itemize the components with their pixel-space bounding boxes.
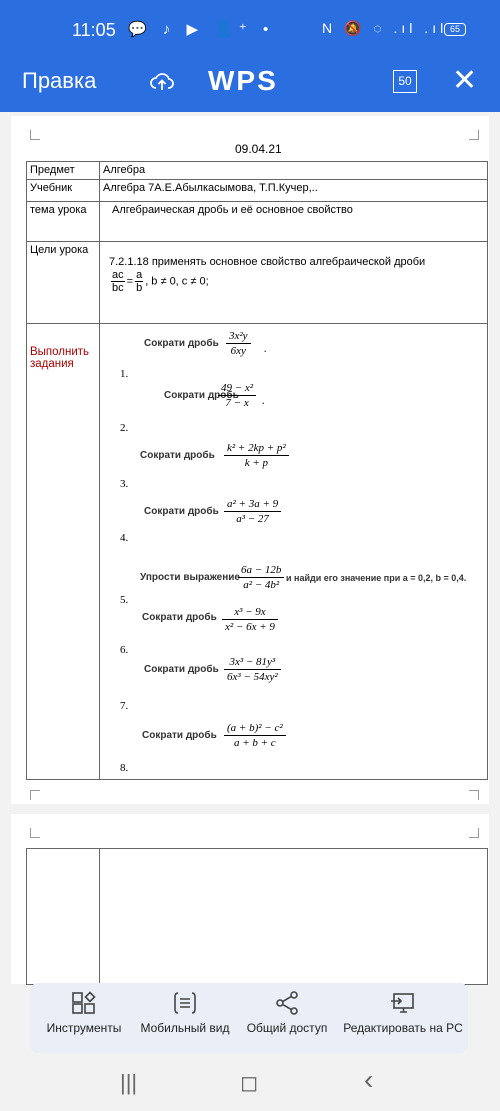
- lesson-table: [26, 161, 488, 780]
- page-count-badge[interactable]: 50: [393, 70, 417, 93]
- table-cell: [27, 849, 100, 985]
- bottom-toolbar: [30, 983, 468, 1053]
- tasks-cell: [100, 324, 488, 780]
- cloud-upload-icon[interactable]: [150, 70, 174, 94]
- textbook-label: Учебник: [27, 180, 100, 202]
- back-icon[interactable]: ‹: [364, 1064, 374, 1095]
- lesson-table: [26, 848, 488, 985]
- status-bar: [0, 0, 500, 52]
- goals-label: Цели урока: [27, 242, 100, 324]
- notification-icons: 💬 ♪ ▶ 👤⁺ •: [128, 21, 275, 38]
- goals-formula: $\frac{ac}{bc}$ = $\frac{a}{b}$ , b ≠ 0, c ≠ 0;: [112, 269, 209, 294]
- page-corner-mark: [30, 828, 40, 838]
- tools-icon: [71, 991, 97, 1015]
- task-item: 8. Сократи дробь $\frac{\text{(a + b)² − c²}}{a + b + c}$: [100, 712, 487, 778]
- wps-logo: WPS: [208, 65, 278, 96]
- subject-label: Предмет: [27, 162, 100, 180]
- task-item: 1. Сократи дробь $\frac{\text{3x²y}}{6xy}$ .: [120, 330, 267, 380]
- goals-fraction: $\frac{ac}{bc}$: [112, 269, 124, 294]
- subject-value: Алгебра: [100, 162, 488, 180]
- mobile-view-icon: [172, 991, 198, 1015]
- page-corner-mark: [30, 790, 40, 800]
- edit-button[interactable]: Правка: [22, 68, 97, 93]
- tools-label: Инструменты: [46, 1021, 122, 1035]
- monitor-icon: [390, 991, 416, 1015]
- system-status-icons: N 🔕 ◌ .ıl .ıl: [322, 20, 448, 36]
- tasks-label: Выполнить задания: [27, 324, 100, 780]
- system-nav-bar: [0, 1058, 500, 1111]
- close-icon[interactable]: ✕: [452, 64, 478, 97]
- goals-value: 7.2.1.18 применять основное свойство алгебраической дроби: [109, 256, 426, 268]
- recents-icon[interactable]: |||: [120, 1070, 138, 1095]
- mobile-view-label: Мобильный вид: [140, 1021, 230, 1035]
- tools-button[interactable]: [34, 991, 134, 1035]
- share-icon: [274, 991, 300, 1015]
- home-icon[interactable]: ◻: [240, 1070, 259, 1095]
- task-item: 7. Сократи дробь $\frac{\text{3x³ − 81y³}}{\text{6x³ − 54xy²}}$: [100, 656, 487, 712]
- task-item: 2. Сократи дробь $\frac{\text{49 − x²}}{7 - x}$ .: [120, 382, 265, 434]
- goals-text: [103, 244, 484, 294]
- task-item: 5. Упрости выражение $\frac{6a - 12b}{\text{a² − 4b²}}$ и найди его значение при a = 0,2, b = 0,4.: [120, 564, 467, 606]
- status-time: 11:05: [72, 20, 116, 40]
- document-page[interactable]: [11, 814, 489, 984]
- document-page[interactable]: [11, 116, 489, 804]
- edit-on-pc-label: Редактировать на PC: [343, 1021, 463, 1035]
- task-item: 6. Сократи дробь $\frac{\text{x³ − 9x}}{\text{x² − 6x + 9}}$: [100, 606, 487, 656]
- textbook-value: Алгебра 7А.Е.Абылкасымова, Т.П.Кучер,..: [100, 180, 488, 202]
- page-corner-mark: [30, 130, 40, 140]
- share-button[interactable]: [238, 991, 336, 1035]
- task-item: 4. Сократи дробь $\frac{\text{a² + 3a + 9}}{\text{a³ − 27}}$: [100, 492, 487, 544]
- goals-fraction: $\frac{a}{b}$: [136, 269, 143, 294]
- topic-label: тема урока: [27, 202, 100, 242]
- share-label: Общий доступ: [246, 1021, 328, 1035]
- page-corner-mark: [469, 828, 479, 838]
- battery-icon: 65: [444, 23, 466, 36]
- page-corner-mark: [469, 790, 479, 800]
- edit-on-pc-button[interactable]: [340, 991, 466, 1035]
- table-cell: [100, 849, 488, 985]
- app-bar: [0, 52, 500, 112]
- topic-value: Алгебраическая дробь и её основное свойство: [100, 202, 488, 242]
- page-corner-mark: [469, 130, 479, 140]
- document-date: 09.04.21: [235, 142, 282, 156]
- task-item: 3. Сократи дробь $\frac{\text{k² + 2kp + p²}}{k + p}$: [100, 434, 487, 492]
- mobile-view-button[interactable]: [136, 991, 234, 1035]
- goals-cell: [100, 242, 488, 324]
